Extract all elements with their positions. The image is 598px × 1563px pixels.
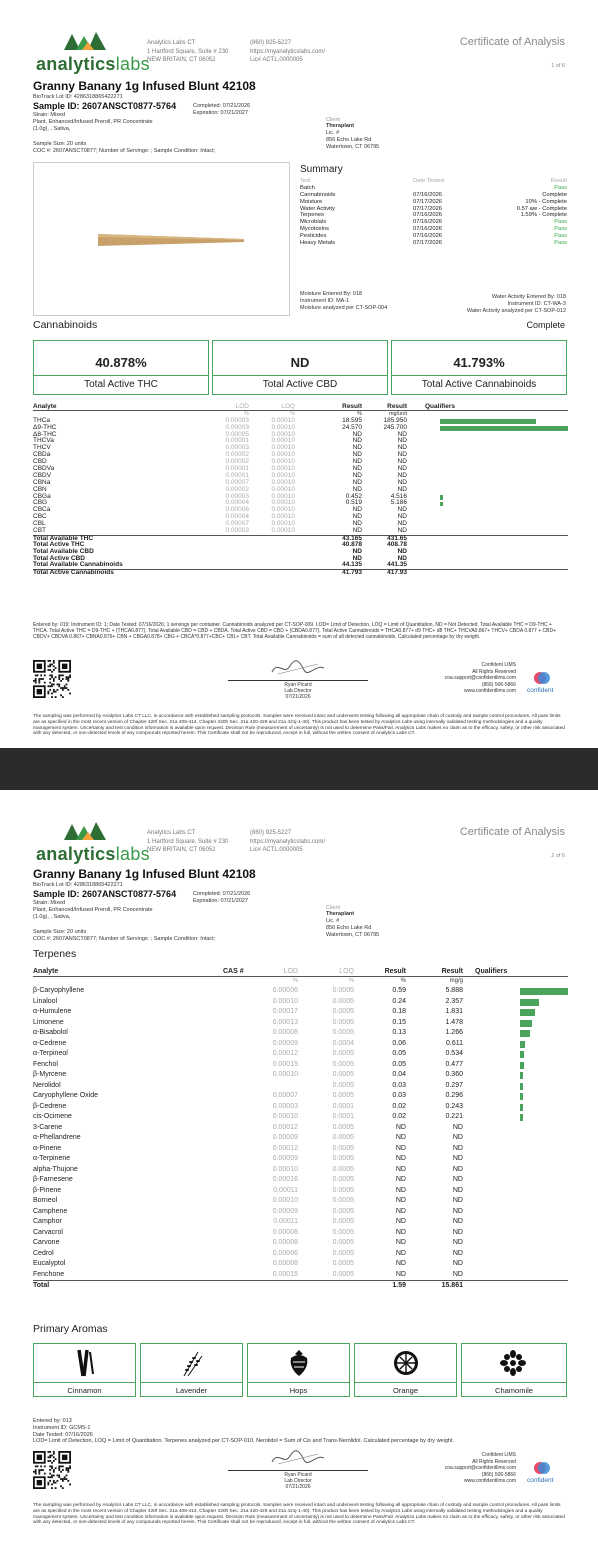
primary-aromas-title: Primary Aromas bbox=[33, 1323, 108, 1335]
cannabinoid-bar bbox=[440, 495, 443, 500]
cannabinoid-row: CBNa 0.00007 0.00010 ND ND bbox=[33, 478, 407, 486]
cannabinoid-row: THCa 0.00003 0.00010 18.595 185.950 bbox=[33, 418, 568, 425]
terpene-row: β-Caryophyllene 0.00006 0.0005 0.59 5.888 bbox=[33, 986, 568, 997]
chamomile-icon bbox=[499, 1348, 527, 1378]
completed-date: Completed: 07/21/2026 Expiration: 07/21/2027 bbox=[193, 103, 251, 116]
terpene-row: α-Phellandrene 0.00009 0.0005 ND ND bbox=[33, 1134, 463, 1141]
terpene-row: β-Pinene 0.00011 0.0005 ND ND bbox=[33, 1186, 463, 1194]
cannabinoid-bar bbox=[440, 426, 568, 431]
kpi-total-active-cannabinoids: 41.793% Total Active Cannabinoids bbox=[391, 340, 567, 395]
terpene-bar bbox=[520, 1009, 535, 1016]
cinnamon-icon bbox=[71, 1348, 99, 1378]
cannabinoids-title: Cannabinoids bbox=[33, 319, 98, 331]
cannabinoid-total-row: Total Available Cannabinoids 44.135 441.35 bbox=[33, 561, 407, 569]
cannabinoid-row: CBN 0.00002 0.00010 ND ND bbox=[33, 485, 407, 493]
terpene-row: Eucalyptol 0.00008 0.0005 ND ND bbox=[33, 1260, 463, 1267]
terpene-bar bbox=[520, 999, 539, 1006]
terpene-row: Caryophyllene Oxide 0.00007 0.0005 0.03 0.296 bbox=[33, 1091, 568, 1102]
terpene-row: Borneol 0.00010 0.0005 ND ND bbox=[33, 1197, 463, 1204]
cannabinoid-total-row: Total Active CBD ND ND bbox=[33, 554, 407, 562]
aroma-cinnamon: Cinnamon bbox=[33, 1343, 136, 1397]
terpene-bar bbox=[520, 988, 568, 995]
terpene-row: β-Cedrene 0.00003 0.0001 0.02 0.243 bbox=[33, 1102, 568, 1113]
aroma-orange: Orange bbox=[354, 1343, 457, 1397]
coa-page-1: analyticslabs Analytics Labs CT 1 Hartford Square, Suite # 230 NEW BRITAIN, CT 06052 (860) 925-5227 https://myanalyticslabs.com/ Lic# ACTL.0000005 Certificate of Analysis 1 of 6 Granny Banany 1g Infused Blunt 42108 BioTrack Lot ID: 4286318865422271 Sample ID: 2607ANSCT0877-5764 Completed: 07/21/2026 Expiration: 07/21/2027 Strain: Mixed Plant, Enhanced/Infused Preroll, PR Concentrate (1.0g), , Sativa, Sample Size: 20 units COC #: 2607ANSCT0877; Number of Servings: ; Sample Condition: Intact; Client Theraplant Lic. # 856 Echo Lake Rd Watertown, CT 06795 Summary Test Date Tested Result Batch Pass Cannabinoids 07/16/2026 Complete Moisture 07/17/2026 10% - Complete Water Activity 07/17/2026 0.57 aw - Complete Terpenes 07/16/2026 1.59% - Complete Microbials 07/16/2026 Pass Mycotoxins 07/16/2026 Pass Pesticides 07/16/2026 Pass Heavy Metals 07/17/2026 Pass Moisture Entered By: 018 Instrument ID: MA-1 Moisture analyzed per CT-SOP-004 Water Activity Entered By: 018 Instrument ID: CT-WA-3 Water Activity analyzed per CT-SOP-012 Cannabinoids Complete 40.878% Total Active THC ND Total Active CBD 41.793% Total Active Cannabinoids Analyte LOD LOQ Result Result Qualifiers % % % mg/unit THCa 0.00003 0.00010 18.595 185.950 Δ9-THC 0.00003 0.00010 24.570 245.700 Δ8-THC 0.00005 0.00010 ND ND THCVa 0.00001 0.00010 ND ND THCV 0.00003 0.00010 ND ND CBDa 0.00002 0.00010 ND ND CBD 0.00002 0.00010 ND ND CBDVa 0.00001 0.00010 ND ND CBDV 0.00001 0.00010 ND ND CBNa 0.00007 0.00010 ND ND CBN 0.00002 0.00010 ND ND CBGa 0.00003 0.00010 0.452 4.516 CBG 0.00004 0.00010 0.519 5.186 CBCa 0.00006 0.00010 ND ND CBC 0.00004 0.00010 ND ND CBL 0.00007 0.00010 ND ND CBT 0.00003 0.00010 ND ND Total Available THC 43.165 431.65 Total Active THC 40.878 408.78 Total Available CBD ND ND Total Active CBD ND ND Total Available Cannabinoids 44.135 441.35 Total Active Cannabinoids 41.793 417.93 Entered by: 019; Instrument ID: 1; Date Tested: 07/16/2026; 1 servings per container. Cannabinoids analyzed per CT-SOP-009. LOD= Limit of Detection, LOQ = Limit of Quantitation, ND = Not Detected. Total Available THC = D9-THC + THCA. Total Active THC = D9-THC + (THCA0.877). Total Available CBD = CBD + CBDA. Total Active CBD = CBD + (CBDA0.877). Total Active Cannabinoids = THCA0.877+ d9 THC+ d8 THC+ THCVA0.867+ THCV+ CBDA 0.877 + CBD+ CBDV+ CBDVA 0.867+ CBNA0.876+ CBN + CBGA0.878+ CBG + CBCA*0.877+CBC+ CBL+ CBT. Total Available Cannabinoids = sum of all detected cannabinoids. Calculated percentage by dry weight. Ryan Picard Lab Director 07/21/2026 Confident LIMS All Rights Reserved coa.support@confidentlims.com (866) 506-5866 www.confidentlims.com confident The sampling was performed by Analytics Labs CT LLC, in accordance with established sampling protocols. Samples were received intact and underwent testing following all appropriate chain of custody and sample control procedures. All pass limits are as specified in the most recent version of Chapter 420f Sec. 21a 408-414, Chapter 420h Sec. 21a 420-429 and 21a 421j-1-40). This product has been tested by Analytics Labs using internally validated testing methodologies and a quality management system. Uncertainty and test condition information is available upon request. Decision Rule (measurement of uncertainty) is not used to determine Pass/Fail. Analytics Labs makes no claim as to the efficacy, safety, or other risk associated with any detected, or non-detected levels of any compounds reported herein. This Certificate shall not be reproduced, except in full, without the written consent of Analytics Labs CT. bbox=[0, 0, 598, 748]
page-number: 1 of 6 bbox=[551, 63, 565, 69]
biotrack-id: BioTrack Lot ID: 4286318865422271 bbox=[33, 882, 123, 888]
terpenes-header: Analyte CAS # LOD LOQ Result Result Qualifiers bbox=[33, 967, 568, 977]
terpene-row: Cedrol 0.00006 0.0005 ND ND bbox=[33, 1249, 463, 1257]
terpene-bar bbox=[520, 1114, 523, 1121]
cannabinoid-total-row: Total Available CBD ND ND bbox=[33, 547, 407, 555]
cannabinoids-footnote: Entered by: 019; Instrument ID: 1; Date Tested: 07/16/2026; 1 servings per container. Cannabinoids analyzed per CT-SOP-009. LOD= Limit of Detection, LOQ = Limit of Quantitation, ND = Not Detected. Total Available THC = D9-THC + THCA. Total Active THC = D9-THC + (THCA0.877). Total Available CBD = CBD + CBDA. Total Active CBD = CBD + (CBDA0.877). Total Active Cannabinoids = THCA0.877+ d9 THC+ d8 THC+ THCVA0.867+ THCV+ CBDA 0.877 + CBD+ CBDV+ CBDVA 0.867+ CBNA0.876+ CBN + CBGA0.878+ CBG + CBCA*0.877+CBC+ CBL+ CBT. Total Available Cannabinoids = sum of all detected cannabinoids. Calculated percentage by dry weight. bbox=[33, 622, 557, 641]
summary-row: Cannabinoids 07/16/2026 Complete bbox=[300, 191, 567, 198]
aroma-hops: Hops bbox=[247, 1343, 350, 1397]
product-details: Strain: Mixed Plant, Enhanced/Infused Preroll, PR Concentrate (1.0g), , Sativa, bbox=[33, 900, 153, 920]
terpene-bar bbox=[520, 1072, 523, 1079]
confident-lims-info: Confident LIMS All Rights Reserved coa.support@confidentlims.com (866) 506-5866 www.confidentlims.com bbox=[444, 1452, 516, 1484]
summary-row: Terpenes 07/16/2026 1.59% - Complete bbox=[300, 212, 567, 219]
cannabinoid-row: CBD 0.00002 0.00010 ND ND bbox=[33, 458, 407, 466]
aroma-lavender: Lavender bbox=[140, 1343, 243, 1397]
terpene-row: Linalool 0.00010 0.0005 0.24 2.357 bbox=[33, 997, 568, 1008]
cannabinoid-row: CBC 0.00004 0.00010 ND ND bbox=[33, 513, 407, 521]
terpene-row: β-Myrcene 0.00010 0.0005 0.04 0.360 bbox=[33, 1070, 568, 1081]
logo-text: analyticslabs bbox=[36, 54, 150, 74]
terpene-row: Fenchol 0.00015 0.0005 0.05 0.477 bbox=[33, 1060, 568, 1071]
terpene-row: alpha-Thujone 0.00010 0.0005 ND ND bbox=[33, 1165, 463, 1173]
summary-row: Pesticides 07/16/2026 Pass bbox=[300, 233, 567, 240]
terpene-bar bbox=[520, 1051, 524, 1058]
cannabinoids-header: Analyte LOD LOQ Result Result Qualifiers bbox=[33, 404, 568, 411]
hops-icon bbox=[285, 1348, 313, 1378]
moisture-entry: Moisture Entered By: 018 Instrument ID: MA-1 Moisture analyzed per CT-SOP-004 bbox=[300, 291, 388, 311]
terpene-bar bbox=[520, 1083, 523, 1090]
lab-address: Analytics Labs CT 1 Hartford Square, Suite # 230 NEW BRITAIN, CT 06052 bbox=[147, 830, 229, 853]
terpene-row: α-Pinene 0.00012 0.0005 ND ND bbox=[33, 1144, 463, 1152]
cannabinoid-bar bbox=[440, 502, 443, 507]
cannabinoids-status: Complete bbox=[526, 320, 565, 330]
terpenes-units: % % % mg/g bbox=[292, 978, 463, 984]
page-header bbox=[0, 30, 598, 74]
cannabinoid-total-row: Total Active Cannabinoids 41.793 417.93 bbox=[33, 569, 568, 576]
terpenes-total-row: Total 1.59 15.861 bbox=[33, 1280, 568, 1289]
cannabinoid-row: CBCa 0.00006 0.00010 ND ND bbox=[33, 506, 407, 514]
kpi-total-active-cbd: ND Total Active CBD bbox=[212, 340, 388, 395]
terpene-row: Nerolidol 0.0005 0.03 0.297 bbox=[33, 1081, 568, 1092]
client-info: Client Theraplant Lic. # 856 Echo Lake Rd Watertown, CT 06795 bbox=[326, 904, 380, 938]
terpene-row: Carvacrol 0.00008 0.0005 ND ND bbox=[33, 1228, 463, 1236]
sample-size: Sample Size: 20 units COC #: 2607ANSCT0877; Number of Servings: ; Sample Condition: Intact; bbox=[33, 141, 216, 154]
page-separator bbox=[0, 748, 598, 790]
terpene-bar bbox=[520, 1104, 523, 1111]
orange-icon bbox=[392, 1348, 420, 1378]
terpene-row: Camphene 0.00009 0.0005 ND ND bbox=[33, 1207, 463, 1215]
cannabinoid-row: CBDV 0.00001 0.00010 ND ND bbox=[33, 471, 407, 479]
biotrack-id: BioTrack Lot ID: 4286318865422271 bbox=[33, 94, 123, 100]
terpene-row: Limonene 0.00013 0.0005 0.15 1.478 bbox=[33, 1018, 568, 1029]
cannabinoid-row: THCVa 0.00001 0.00010 ND ND bbox=[33, 437, 407, 445]
summary-header: Test Date Tested Result bbox=[300, 178, 567, 184]
lab-contact: (860) 925-5227 https://myanalyticslabs.com/ Lic# ACTL.0000005 bbox=[250, 40, 326, 63]
page-header-2 bbox=[0, 820, 598, 864]
terpene-row: α-Cedrene 0.00009 0.0004 0.06 0.611 bbox=[33, 1039, 568, 1050]
terpene-bar bbox=[520, 1030, 530, 1037]
terpene-row: cis-Ocimene 0.00010 0.0001 0.02 0.221 bbox=[33, 1112, 568, 1123]
terpene-row: β-Farnesene 0.00016 0.0005 ND ND bbox=[33, 1176, 463, 1183]
signature-icon bbox=[268, 658, 328, 678]
summary-row: Heavy Metals 07/17/2026 Pass bbox=[300, 240, 567, 247]
terpene-row: α-Terpinene 0.00009 0.0005 ND ND bbox=[33, 1155, 463, 1162]
confident-brand: confident bbox=[527, 1477, 554, 1484]
summary-title: Summary bbox=[300, 164, 343, 175]
cannabinoid-row: Δ8-THC 0.00005 0.00010 ND ND bbox=[33, 430, 407, 438]
logo-mark-icon bbox=[62, 30, 110, 52]
terpene-bar bbox=[520, 1093, 523, 1100]
lavender-icon bbox=[178, 1348, 206, 1378]
terpene-row: Fenchone 0.00015 0.0005 ND ND bbox=[33, 1270, 463, 1278]
product-details: Strain: Mixed Plant, Enhanced/Infused Preroll, PR Concentrate (1.0g), , Sativa, bbox=[33, 112, 153, 132]
confident-logo-icon bbox=[534, 670, 550, 686]
document-title: Certificate of Analysis bbox=[459, 36, 565, 48]
cannabinoid-row: Δ9-THC 0.00003 0.00010 24.570 245.700 bbox=[33, 425, 568, 432]
cannabinoid-row: CBG 0.00004 0.00010 0.519 5.186 bbox=[33, 500, 568, 507]
terpene-bar bbox=[520, 1041, 525, 1048]
client-info: Client Theraplant Lic. # 856 Echo Lake Rd Watertown, CT 06795 bbox=[326, 116, 380, 150]
cannabinoid-row: CBDa 0.00002 0.00010 ND ND bbox=[33, 451, 407, 459]
lab-address: Analytics Labs CT 1 Hartford Square, Suite # 230 NEW BRITAIN, CT 06052 bbox=[147, 40, 229, 63]
cannabinoid-row: THCV 0.00003 0.00010 ND ND bbox=[33, 444, 407, 452]
blunt-image bbox=[96, 228, 246, 248]
summary-row: Batch Pass bbox=[300, 184, 567, 191]
aroma-chamomile: Chamomile bbox=[461, 1343, 567, 1397]
sample-size: Sample Size: 20 units COC #: 2607ANSCT0877; Number of Servings: ; Sample Condition: Intact; bbox=[33, 929, 216, 942]
sample-id: Sample ID: 2607ANSCT0877-5764 bbox=[33, 889, 177, 899]
cannabinoids-table bbox=[33, 404, 568, 576]
confident-logo-icon bbox=[534, 1460, 550, 1476]
disclaimer: The sampling was performed by Analytics Labs CT LLC, in accordance with established sampling protocols. Samples were received intact and underwent testing following all appropriate chain of custody and sample control procedures. All pass limits are as specified in the most recent version of Chapter 420f Sec. 21a 408-414, Chapter 420h Sec. 21a 420-429 and 21a 421j-1-40). This product has been tested by Analytics Labs using internally validated testing methodologies and a quality management system. Uncertainty and test condition information is available upon request. Decision Rule (measurement of uncertainty) is not used to determine Pass/Fail. Analytics Labs makes no claim as to the efficacy, safety, or other risk associated with any detected, or non-detected levels of any compounds reported herein. This Certificate shall not be reproduced, except in full, without the written consent of Analytics Labs CT. bbox=[33, 714, 565, 737]
terpene-row: α-Bisabolol 0.00008 0.0005 0.13 1.266 bbox=[33, 1028, 568, 1039]
logo-text: analyticslabs bbox=[36, 844, 150, 864]
terpenes-title: Terpenes bbox=[33, 948, 77, 960]
sample-id: Sample ID: 2607ANSCT0877-5764 bbox=[33, 101, 177, 111]
product-name: Granny Banany 1g Infused Blunt 42108 bbox=[33, 867, 256, 881]
summary-row: Mycotoxins 07/16/2026 Pass bbox=[300, 226, 567, 233]
terpene-row: 3-Carene 0.00012 0.0005 ND ND bbox=[33, 1123, 463, 1131]
summary-row: Water Activity 07/17/2026 0.57 aw - Complete bbox=[300, 205, 567, 212]
cannabinoids-units: % % % mg/unit bbox=[244, 410, 407, 417]
kpi-total-active-thc: 40.878% Total Active THC bbox=[33, 340, 209, 395]
disclaimer: The sampling was performed by Analytics Labs CT LLC, in accordance with established sampling protocols. Samples were received intact and underwent testing following all appropriate chain of custody and sample control procedures. All pass limits are as specified in the most recent version of Chapter 420f Sec. 21a 408-414, Chapter 420h Sec. 21a 420-429 and 21a 421j-1-40). This product has been tested by Analytics Labs using internally validated testing methodologies and a quality management system. Uncertainty and test condition information is available upon request. Decision Rule (measurement of uncertainty) is not used to determine Pass/Fail. Analytics Labs makes no claim as to the efficacy, safety, or other risk associated with any detected, or non-detected levels of any compounds reported herein. This Certificate shall not be reproduced, except in full, without the written consent of Analytics Labs CT. bbox=[33, 1503, 565, 1526]
terpene-row: α-Humulene 0.00017 0.0005 0.18 1.831 bbox=[33, 1007, 568, 1018]
terpenes-footnote: Entered by: 013 Instrument ID: GCMS-1 Date Tested: 07/16/2026 LOD= Limit of Detection, LOQ = Limit of Quantitation. Terpenes analyzed per CT-SOP-010. Nerolidol = Sum of Cis and Trans-Nerolidol. Calculated percentage by dry weight. bbox=[33, 1418, 455, 1445]
terpene-row: Carvone 0.00008 0.0005 ND ND bbox=[33, 1239, 463, 1246]
document-title: Certificate of Analysis bbox=[459, 826, 565, 838]
cannabinoid-bar bbox=[440, 419, 536, 424]
summary-table bbox=[300, 178, 567, 247]
page-number: 2 of 6 bbox=[551, 853, 565, 859]
cannabinoid-row: CBT 0.00003 0.00010 ND ND bbox=[33, 527, 407, 535]
completed-date: Completed: 07/21/2026 Expiration: 07/21/2027 bbox=[193, 891, 251, 904]
confident-lims-info: Confident LIMS All Rights Reserved coa.support@confidentlims.com (866) 506-5866 www.confidentlims.com bbox=[444, 662, 516, 694]
terpenes-table bbox=[33, 967, 568, 1289]
product-photo bbox=[33, 162, 290, 316]
signature-icon bbox=[268, 1448, 328, 1468]
cannabinoid-row: CBDVa 0.00001 0.00010 ND ND bbox=[33, 465, 407, 473]
terpene-row: Camphor 0.00011 0.0005 ND ND bbox=[33, 1218, 463, 1225]
qr-code-icon[interactable] bbox=[33, 660, 71, 698]
summary-row: Moisture 07/17/2026 10% - Complete bbox=[300, 198, 567, 205]
cannabinoid-row: CBL 0.00007 0.00010 ND ND bbox=[33, 520, 407, 528]
terpene-row: α-Terpineol 0.00012 0.0005 0.05 0.534 bbox=[33, 1049, 568, 1060]
confident-brand: confident bbox=[527, 687, 554, 694]
cannabinoid-row: CBGa 0.00003 0.00010 0.452 4.516 bbox=[33, 494, 568, 501]
terpene-bar bbox=[520, 1020, 532, 1027]
cannabinoid-total-row: Total Available THC 43.165 431.65 bbox=[33, 535, 568, 542]
product-name: Granny Banany 1g Infused Blunt 42108 bbox=[33, 79, 256, 93]
terpene-bar bbox=[520, 1062, 524, 1069]
qr-code-icon[interactable] bbox=[33, 1451, 71, 1489]
summary-row: Microbials 07/16/2026 Pass bbox=[300, 219, 567, 226]
cannabinoid-total-row: Total Active THC 40.878 408.78 bbox=[33, 540, 407, 548]
water-activity-entry: Water Activity Entered By: 018 Instrument ID: CT-WA-3 Water Activity analyzed per CT-SOP-012 bbox=[466, 294, 566, 314]
logo-mark-icon bbox=[62, 820, 110, 842]
lab-contact: (860) 925-5227 https://myanalyticslabs.com/ Lic# ACTL.0000005 bbox=[250, 830, 326, 853]
